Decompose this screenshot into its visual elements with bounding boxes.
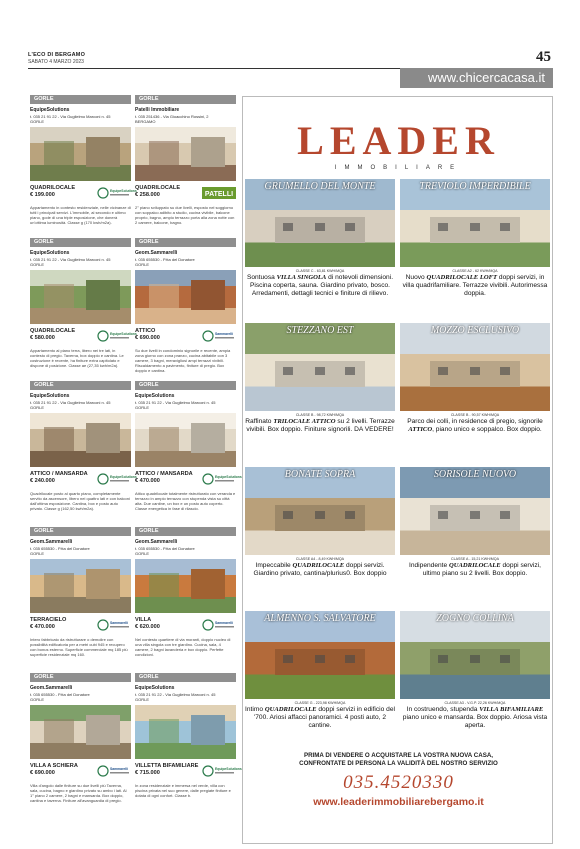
agency-logo-text: EquipeSolutions bbox=[215, 767, 242, 771]
ad-property-title: GRUMELLO DEL MONTE bbox=[264, 181, 376, 192]
listing-town-header: GORLE bbox=[30, 527, 131, 536]
listing-description: Quadrilocale posto al quarto piano, completamente servito da ascensore, libero nei quattro lati e con balconi dall'ottima esposizione. Cantina, box e posto auto privato. Classe g (162,50 kwh/m2a). bbox=[30, 491, 130, 511]
listing-town-header: GORLE bbox=[135, 673, 236, 682]
listing-town-header: GORLE bbox=[30, 673, 131, 682]
ad-desc-highlight: TRILOCALE ATTICO bbox=[273, 418, 336, 425]
ad-property-card[interactable] bbox=[245, 323, 395, 434]
agency-logo-icon bbox=[97, 186, 137, 200]
listing-agency: EquipeSolutions bbox=[30, 393, 70, 399]
listing-town-header: GORLE bbox=[30, 381, 131, 390]
ad-property-title: ZOGNO COLLINA bbox=[436, 613, 514, 624]
ad-desc-highlight: QUADRILOCALE bbox=[448, 562, 501, 569]
ad-property-title: MOZZO ESCLUSIVO bbox=[430, 325, 520, 336]
ad-property-photo[interactable] bbox=[400, 611, 550, 699]
listing-type: QUADRILOCALE bbox=[30, 185, 76, 191]
listing-photo[interactable] bbox=[135, 270, 236, 324]
page-number: 45 bbox=[536, 49, 551, 65]
ad-desc-highlight: ATTICO bbox=[408, 426, 433, 433]
listing-price: € 715.000 bbox=[135, 770, 160, 776]
ad-property-description bbox=[400, 418, 550, 434]
ad-property-title: SORISOLE NUOVO bbox=[433, 469, 517, 480]
ad-desc-post: doppi servizi, ultimo piano su 2 livelli. Box doppio. bbox=[422, 562, 541, 577]
ad-property-photo[interactable] bbox=[245, 467, 395, 555]
ad-property-description bbox=[245, 274, 395, 298]
ad-desc-post: doppi servizi, in villa quadrifamiliare. Terrazze vivibili. Autorimessa doppia. bbox=[402, 274, 548, 297]
ad-desc-pre: Parco dei colli, in residence di pregio, signorile bbox=[407, 418, 543, 425]
ad-energy-class: CLASSE A4 - 8,49 KWH/MQA bbox=[295, 557, 345, 561]
agency-logo-icon bbox=[97, 329, 137, 343]
agency-logo-text: EquipeSolutions bbox=[215, 475, 242, 479]
listing-card[interactable] bbox=[30, 527, 131, 672]
listing-contact: t. 035 21 91 22 - Via Guglielmo Marconi n. 45 bbox=[135, 692, 216, 697]
listing-photo[interactable] bbox=[30, 127, 131, 181]
listing-type: TERRACIELO bbox=[30, 617, 67, 623]
listing-card[interactable] bbox=[30, 673, 131, 818]
agency-logo-text: Sammarelli bbox=[215, 621, 234, 625]
listing-description: Intero fabbricato da ristrutturare o demolire con possibilità edificatoria per a metri cubi 945 e recupero con bonus esterno. Superficie commerciale mq 185 più superficie residenziale mq 160. bbox=[30, 637, 128, 657]
ad-property-card[interactable] bbox=[400, 323, 550, 434]
listing-type: QUADRILOCALE bbox=[135, 185, 181, 191]
ad-property-photo[interactable] bbox=[400, 179, 550, 267]
ad-footer-line-2: CONFRONTATE DI PERSONA LA VALIDITÀ DEL NOSTRO SERVIZIO bbox=[299, 760, 498, 767]
agency-logo-text: EquipeSolutions bbox=[110, 475, 137, 479]
ad-desc-pre: Raffinato bbox=[245, 418, 274, 425]
leader-logo-subtitle: IMMOBILIARE bbox=[334, 165, 463, 171]
ad-property-photo[interactable] bbox=[245, 323, 395, 411]
listing-card[interactable] bbox=[30, 95, 137, 240]
ad-energy-class: CLASSE B - 98,72 KWH/MQA bbox=[295, 413, 345, 417]
listing-agency: Geom.Sammarelli bbox=[135, 539, 178, 545]
listing-contact: t. 035 21 91 22 - Via Guglielmo Marconi n. 45 bbox=[30, 257, 111, 262]
ad-desc-pre: Intimo bbox=[245, 706, 265, 713]
leader-logo: LEADER bbox=[297, 118, 500, 163]
listing-town: GORLE bbox=[30, 551, 45, 556]
listing-town: GORLE bbox=[135, 697, 150, 702]
listing-town: GORLE bbox=[135, 262, 150, 267]
listing-price: € 470.000 bbox=[135, 478, 160, 484]
listing-type: ATTICO / MANSARDA bbox=[30, 471, 88, 477]
listing-description: Nel contesto quartiere di via moranti, doppio nucleo di una villa singola con tre giardino. Cucina, sala, 4 camere, 2 bagni lavanderia e box doppio. Perfette condizioni. bbox=[135, 637, 231, 657]
agency-logo-icon bbox=[202, 618, 236, 632]
listing-town: GORLE bbox=[30, 119, 45, 124]
listing-photo[interactable] bbox=[135, 705, 236, 759]
listing-type: VILLETTA BIFAMILIARE bbox=[135, 763, 199, 769]
newspaper-name: L'ECO DI BERGAMO bbox=[28, 52, 86, 58]
listing-card[interactable] bbox=[30, 381, 137, 526]
listing-contact: t. 035 21 91 22 - Via Guglielmo Marconi n. 45 bbox=[135, 400, 216, 405]
listing-description: Attico quadrilocale totalmente ristrutturato con veranda e terrazzo in ampio terrazzo con stupenda vista su città alta. Due cantine, un box e un posto auto coperto. Classe energetica in fase di rilascio. bbox=[135, 491, 236, 511]
listing-agency: EquipeSolutions bbox=[135, 685, 175, 691]
listing-contact: t. 035 655530 - P.tta del Donatore bbox=[30, 546, 90, 551]
listing-agency: Patelli Immobiliare bbox=[135, 107, 180, 113]
listing-price: € 240.000 bbox=[30, 478, 55, 484]
ad-energy-class: CLASSE C - 63,81 KWH/MQA bbox=[295, 269, 345, 273]
ad-desc-highlight: QUADRILOCALE LOFT bbox=[426, 274, 498, 281]
agency-logo-text: Sammarelli bbox=[215, 332, 234, 336]
agency-logo-text: EquipeSolutions bbox=[110, 332, 137, 336]
ad-property-description bbox=[245, 418, 395, 434]
listing-description: Su due livelli in condominio signorile e recente, ampia zona giorno con zona pranzo, cucina abitabile con 3 camere, 3 bagni, meravigliosi ampi terrazzi vivibili. Riscaldamento a pavimento, finiture di pregio. Box doppio e cantina. bbox=[135, 348, 231, 373]
listing-card[interactable] bbox=[135, 527, 236, 672]
agency-logo-icon bbox=[202, 472, 242, 486]
page-header bbox=[28, 49, 553, 68]
ad-phone[interactable]: 035.4520330 bbox=[343, 772, 454, 793]
listing-photo[interactable] bbox=[135, 559, 236, 613]
listing-description: 2° piano sviluppato su due livelli, esposto nel soggiorno con soppalco adibito a studio, cucina vivibile, balcone proprio, bagno, ampio terrazzo porta alla zona notte con 2 camere, balcone, bagno. bbox=[135, 205, 235, 225]
listing-town: GORLE bbox=[135, 551, 150, 556]
listing-photo[interactable] bbox=[30, 705, 131, 759]
listing-town: GORLE bbox=[30, 405, 45, 410]
agency-logo-icon bbox=[97, 618, 131, 632]
listing-contact: t. 035 21 91 22 - Via Guglielmo Marconi n. 45 bbox=[30, 114, 111, 119]
ad-energy-class: CLASSE A - 15,21 KWH/MQA bbox=[451, 557, 499, 561]
ad-property-description bbox=[400, 706, 550, 730]
listing-photo[interactable] bbox=[135, 127, 236, 181]
ad-desc-highlight: VILLA SINGOLA bbox=[276, 274, 327, 281]
listing-description: Villa d'angolo dalle finiture su due livelli più Taverna, sala, cucina, bagno e giardino privato su ambo i lati. Al 1° piano 2 camere, 2 bagni e mansarda. Box doppio, cantina e taverna. Finiture all'avanguardia di pregio. bbox=[30, 783, 127, 803]
listing-agency: Geom.Sammarelli bbox=[30, 539, 73, 545]
ad-desc-post: doppi servizi in edificio del '700. Ariosi affacci panoramici. 4 posti auto, 2 cantine. bbox=[254, 706, 395, 729]
listing-town: GORLE bbox=[30, 697, 45, 702]
agency-logo-icon bbox=[97, 472, 137, 486]
ad-energy-class: CLASSE A2 - 62 KWH/MQA bbox=[452, 269, 498, 273]
listing-agency: Geom.Sammarelli bbox=[30, 685, 73, 691]
listing-town: BERGAMO bbox=[135, 119, 156, 124]
ad-property-title: STEZZANO EST bbox=[286, 325, 354, 336]
ad-property-title: ALMENNO S. SALVATORE bbox=[264, 613, 376, 624]
listing-type: QUADRILOCALE bbox=[30, 328, 76, 334]
agency-logo-icon bbox=[202, 329, 236, 343]
agency-logo-icon bbox=[202, 186, 236, 200]
listing-price: € 690.000 bbox=[135, 335, 160, 341]
ad-desc-post: di notevoli dimensioni. Piscina coperta, sauna. Giardino privato, bosco. Arredamenti, dettagli tecnici e finiture di rilievo. bbox=[249, 274, 394, 297]
ad-property-card[interactable] bbox=[400, 467, 550, 578]
listing-town-header: GORLE bbox=[135, 381, 236, 390]
listing-town: GORLE bbox=[135, 405, 150, 410]
agency-logo-text: Sammarelli bbox=[110, 621, 129, 625]
listing-price: € 620.000 bbox=[135, 624, 160, 630]
ad-website[interactable]: www.leaderimmobiliarebergamo.it bbox=[313, 796, 484, 808]
listing-card[interactable] bbox=[135, 381, 242, 526]
ad-desc-highlight: QUADRILOCALE bbox=[292, 562, 345, 569]
ad-property-photo[interactable] bbox=[245, 611, 395, 699]
listing-contact: t. 035 655530 - P.tta del Donatore bbox=[135, 257, 195, 262]
agency-logo-text: Sammarelli bbox=[110, 767, 129, 771]
ad-desc-highlight: QUADRILOCALE bbox=[264, 706, 317, 713]
listing-town-header: GORLE bbox=[135, 95, 236, 104]
ad-property-photo[interactable] bbox=[400, 323, 550, 411]
listing-card[interactable] bbox=[30, 238, 137, 383]
listing-price: € 199.000 bbox=[30, 192, 55, 198]
ad-desc-post: piano unico e mansarda. Box doppio. Ariosa vista aperta. bbox=[402, 714, 548, 729]
ad-desc-post: , piano unico e soppalco. Box doppio. bbox=[432, 426, 542, 433]
listing-photo[interactable] bbox=[135, 413, 236, 467]
listing-photo[interactable] bbox=[30, 413, 131, 467]
listing-price: € 258.000 bbox=[135, 192, 160, 198]
ad-energy-class: CLASSE B - 90,57 KWH/MQA bbox=[450, 413, 500, 417]
ad-property-photo[interactable] bbox=[245, 179, 395, 267]
site-banner[interactable]: www.chicercacasa.it bbox=[400, 68, 553, 88]
ad-desc-highlight: VILLA BIFAMILIARE bbox=[479, 706, 544, 713]
ad-property-card[interactable] bbox=[245, 467, 395, 578]
listing-type: VILLA A SCHIERA bbox=[30, 763, 78, 769]
listing-type: ATTICO / MANSARDA bbox=[135, 471, 193, 477]
listing-card[interactable] bbox=[135, 95, 236, 240]
ad-property-photo[interactable] bbox=[400, 467, 550, 555]
listing-card[interactable] bbox=[135, 673, 242, 818]
patelli-logo-text: PATELLI bbox=[204, 191, 234, 198]
listing-town-header: GORLE bbox=[135, 527, 236, 536]
ad-property-title: TREVIOLO IMPERDIBILE bbox=[419, 181, 531, 192]
ad-desc-pre: Nuovo bbox=[405, 274, 427, 281]
ad-desc-post: su 2 livelli. Terrazze vivibili. Box doppio. Finiture signorili. DA VEDERE! bbox=[246, 418, 395, 433]
ad-energy-class: CLASSE G - 223,98 KWH/MQA bbox=[294, 701, 346, 705]
listing-agency: EquipeSolutions bbox=[135, 393, 175, 399]
ad-property-card[interactable] bbox=[245, 611, 395, 730]
listing-town-header: GORLE bbox=[30, 238, 131, 247]
agency-logo-icon bbox=[202, 764, 242, 778]
listing-description: Appartamento al piano terra, libero nei tre lati, in contesto di pregio. Taverna, box doppio e cantina. Le costruzione è recente, ha finiture extra capitolato e dispone di posizione. Classe ae (27,35 kwh/m2a). bbox=[30, 348, 124, 368]
ad-desc-post: doppi servizi. Giardino privato, cantina/plurius0. Box doppio bbox=[253, 562, 387, 577]
listing-town-header: GORLE bbox=[135, 238, 236, 247]
ad-property-description bbox=[245, 562, 395, 578]
ad-desc-pre: In costruendo, stupenda bbox=[406, 706, 480, 713]
ad-property-title: BONATE SOPRA bbox=[284, 469, 356, 480]
ad-property-description bbox=[400, 562, 550, 578]
listing-price: € 690.000 bbox=[30, 770, 55, 776]
listing-photo[interactable] bbox=[30, 270, 131, 324]
ad-property-card[interactable] bbox=[400, 611, 550, 730]
ad-energy-class: CLASSE A3 - V.G.P. 22,26 KWH/MQA bbox=[444, 701, 506, 705]
listing-type: ATTICO bbox=[135, 328, 156, 334]
leader-advertisement bbox=[242, 96, 553, 844]
agency-logo-text: EquipeSolutions bbox=[110, 189, 137, 193]
ad-footer-line-1: PRIMA DI VENDERE O ACQUISTARE LA VOSTRA NUOVA CASA, bbox=[303, 752, 494, 759]
listing-town: GORLE bbox=[30, 262, 45, 267]
listing-description: Appartamento in contesto residenziale, nelle vicinanze di tutti i principali servizi. L'immobile, al secondo e ultimo piano, gode di una triple esposizione, che donerà un'ottima luminosità. Classe g (170 kwh/m2a). bbox=[30, 205, 131, 225]
listing-town-header: GORLE bbox=[30, 95, 131, 104]
ad-property-description bbox=[245, 706, 395, 730]
listing-price: € 580.000 bbox=[30, 335, 55, 341]
listing-agency: EquipeSolutions bbox=[30, 107, 70, 113]
ad-desc-pre: Impeccabile bbox=[255, 562, 293, 569]
listing-card[interactable] bbox=[135, 238, 236, 383]
ad-property-card[interactable] bbox=[245, 179, 395, 298]
listing-agency: Geom.Sammarelli bbox=[135, 250, 178, 256]
listing-description: In zona residenziale e immersa nel verde, villa con piscina privata nel suo genere, dalle pregiate finiture e dotata di ogni confort. Classe b. bbox=[135, 783, 231, 798]
listing-type: VILLA bbox=[135, 617, 152, 623]
ad-desc-pre: Sontuosa bbox=[246, 274, 277, 281]
listing-price: € 470.000 bbox=[30, 624, 55, 630]
listing-photo[interactable] bbox=[30, 559, 131, 613]
issue-date: SABATO 4 MARZO 2023 bbox=[28, 59, 84, 65]
ad-footer bbox=[243, 752, 554, 808]
listing-contact: t. 035 655530 - P.tta del Donatore bbox=[135, 546, 195, 551]
ad-property-description bbox=[400, 274, 550, 298]
ad-desc-pre: Indipendente bbox=[409, 562, 449, 569]
listing-contact: t. 035 21 91 22 - Via Guglielmo Marconi n. 45 bbox=[30, 400, 111, 405]
agency-logo-icon bbox=[97, 764, 131, 778]
listing-contact: t. 035 251436 - Via Gioacchino Rossini, 2 bbox=[135, 114, 209, 119]
ad-property-card[interactable] bbox=[400, 179, 550, 298]
listing-contact: t. 035 655530 - P.tta del Donatore bbox=[30, 692, 90, 697]
listing-agency: EquipeSolutions bbox=[30, 250, 70, 256]
